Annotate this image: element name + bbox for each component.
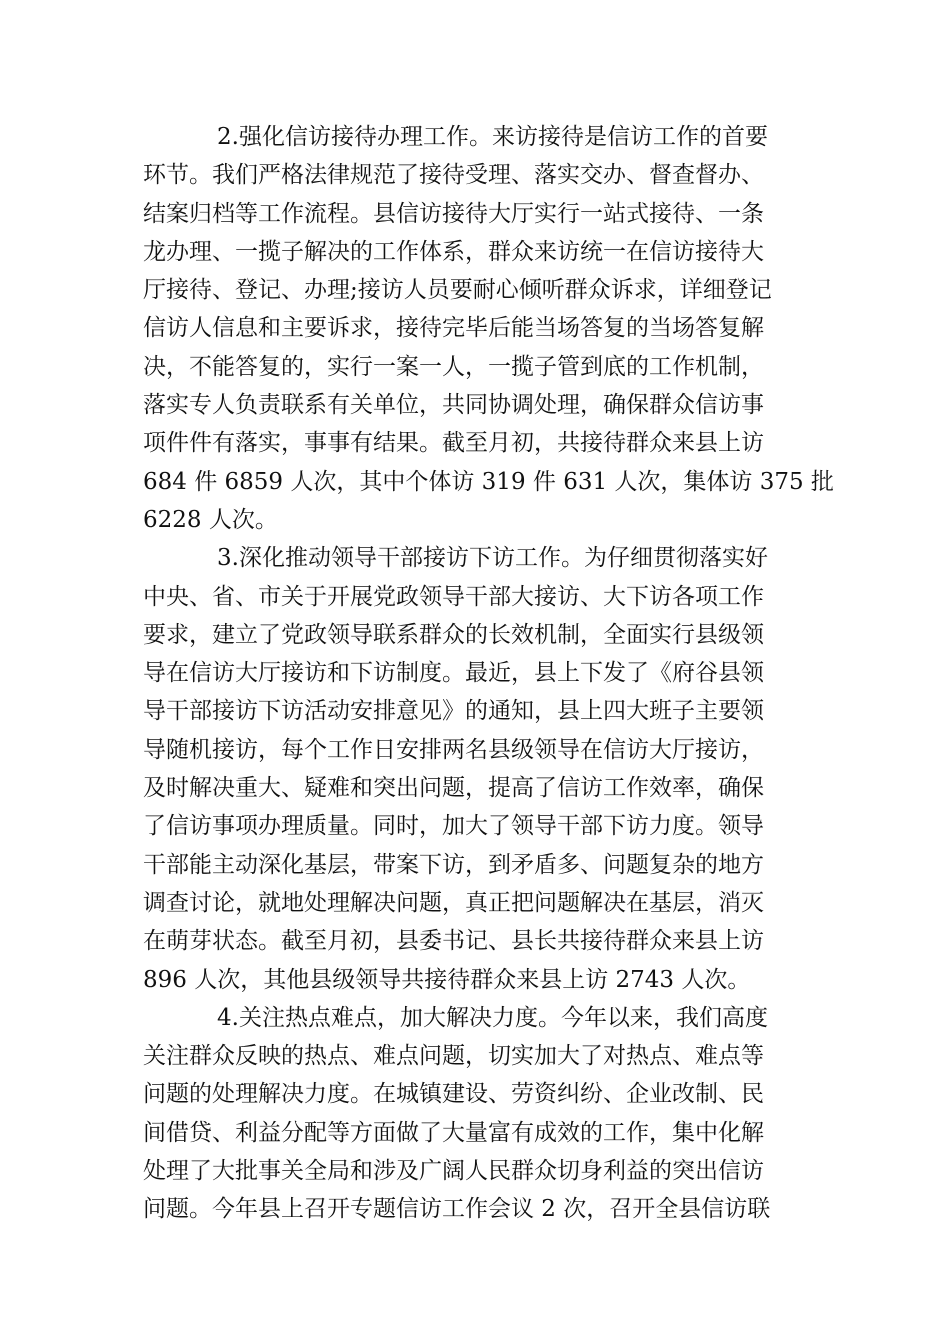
text-line: 导随机接访，每个工作日安排两名县级领导在信访大厅接访， — [143, 736, 764, 763]
text-line: 干部能主动深化基层，带案下访，到矛盾多、问题复杂的地方 — [143, 851, 764, 878]
text-line: 厅接待、登记、办理;接访人员要耐心倾听群众诉求，详细登记 — [143, 277, 772, 304]
text-line: 关注群众反映的热点、难点问题，切实加大了对热点、难点等 — [143, 1043, 764, 1070]
paragraph-hotspot-issues — [143, 999, 823, 1229]
text-line: 及时解决重大、疑难和突出问题，提高了信访工作效率，确保 — [143, 775, 764, 802]
text-line: 信访人信息和主要诉求，接待完毕后能当场答复的当场答复解 — [143, 315, 764, 342]
text-line: 导干部接访下访活动安排意见》的通知，县上四大班子主要领 — [143, 698, 764, 725]
text-line: 了信访事项办理质量。同时，加大了领导干部下访力度。领导 — [143, 813, 764, 840]
text-line: 导在信访大厅接访和下访制度。最近，县上下发了《府谷县领 — [143, 660, 764, 687]
text-line: 问题的处理解决力度。在城镇建设、劳资纠纷、企业改制、民 — [143, 1081, 764, 1108]
paragraph-reception-work — [143, 118, 834, 539]
text-line: 4.关注热点难点，加大解决力度。今年以来，我们高度 — [217, 1004, 768, 1031]
text-line: 问题。今年县上召开专题信访工作会议 2 次，召开全县信访联 — [143, 1196, 771, 1223]
paragraph-leader-visits — [143, 539, 823, 999]
text-line: 896 人次，其他县级领导共接待群众来县上访 2743 人次。 — [143, 966, 751, 993]
text-line: 684 件 6859 人次，其中个体访 319 件 631 人次，集体访 375 批 — [143, 468, 834, 495]
text-line: 6228 人次。 — [143, 506, 278, 533]
text-line: 中央、省、市关于开展党政领导干部大接访、大下访各项工作 — [143, 583, 764, 610]
text-line: 项件件有落实，事事有结果。截至月初，共接待群众来县上访 — [143, 430, 764, 457]
text-line: 龙办理、一揽子解决的工作体系，群众来访统一在信访接待大 — [143, 238, 764, 265]
text-line: 处理了大批事关全局和涉及广阔人民群众切身利益的突出信访 — [143, 1158, 764, 1185]
text-line: 落实专人负责联系有关单位，共同协调处理，确保群众信访事 — [143, 392, 764, 419]
text-line: 2.强化信访接待办理工作。来访接待是信访工作的首要 — [217, 124, 768, 150]
document-body — [143, 118, 834, 1229]
text-line: 在萌芽状态。截至月初，县委书记、县长共接待群众来县上访 — [143, 928, 764, 955]
text-line: 调查讨论，就地处理解决问题，真正把问题解决在基层，消灭 — [143, 889, 764, 916]
text-line: 决，不能答复的，实行一案一人，一揽子管到底的工作机制， — [143, 353, 764, 380]
text-line: 间借贷、利益分配等方面做了大量富有成效的工作，集中化解 — [143, 1119, 764, 1146]
text-line: 结案归档等工作流程。县信访接待大厅实行一站式接待、一条 — [143, 200, 764, 227]
text-line: 要求，建立了党政领导联系群众的长效机制，全面实行县级领 — [143, 621, 764, 648]
text-line: 3.深化推动领导干部接访下访工作。为仔细贯彻落实好 — [217, 545, 768, 572]
text-line: 环节。我们严格法律规范了接待受理、落实交办、督查督办、 — [143, 162, 764, 189]
